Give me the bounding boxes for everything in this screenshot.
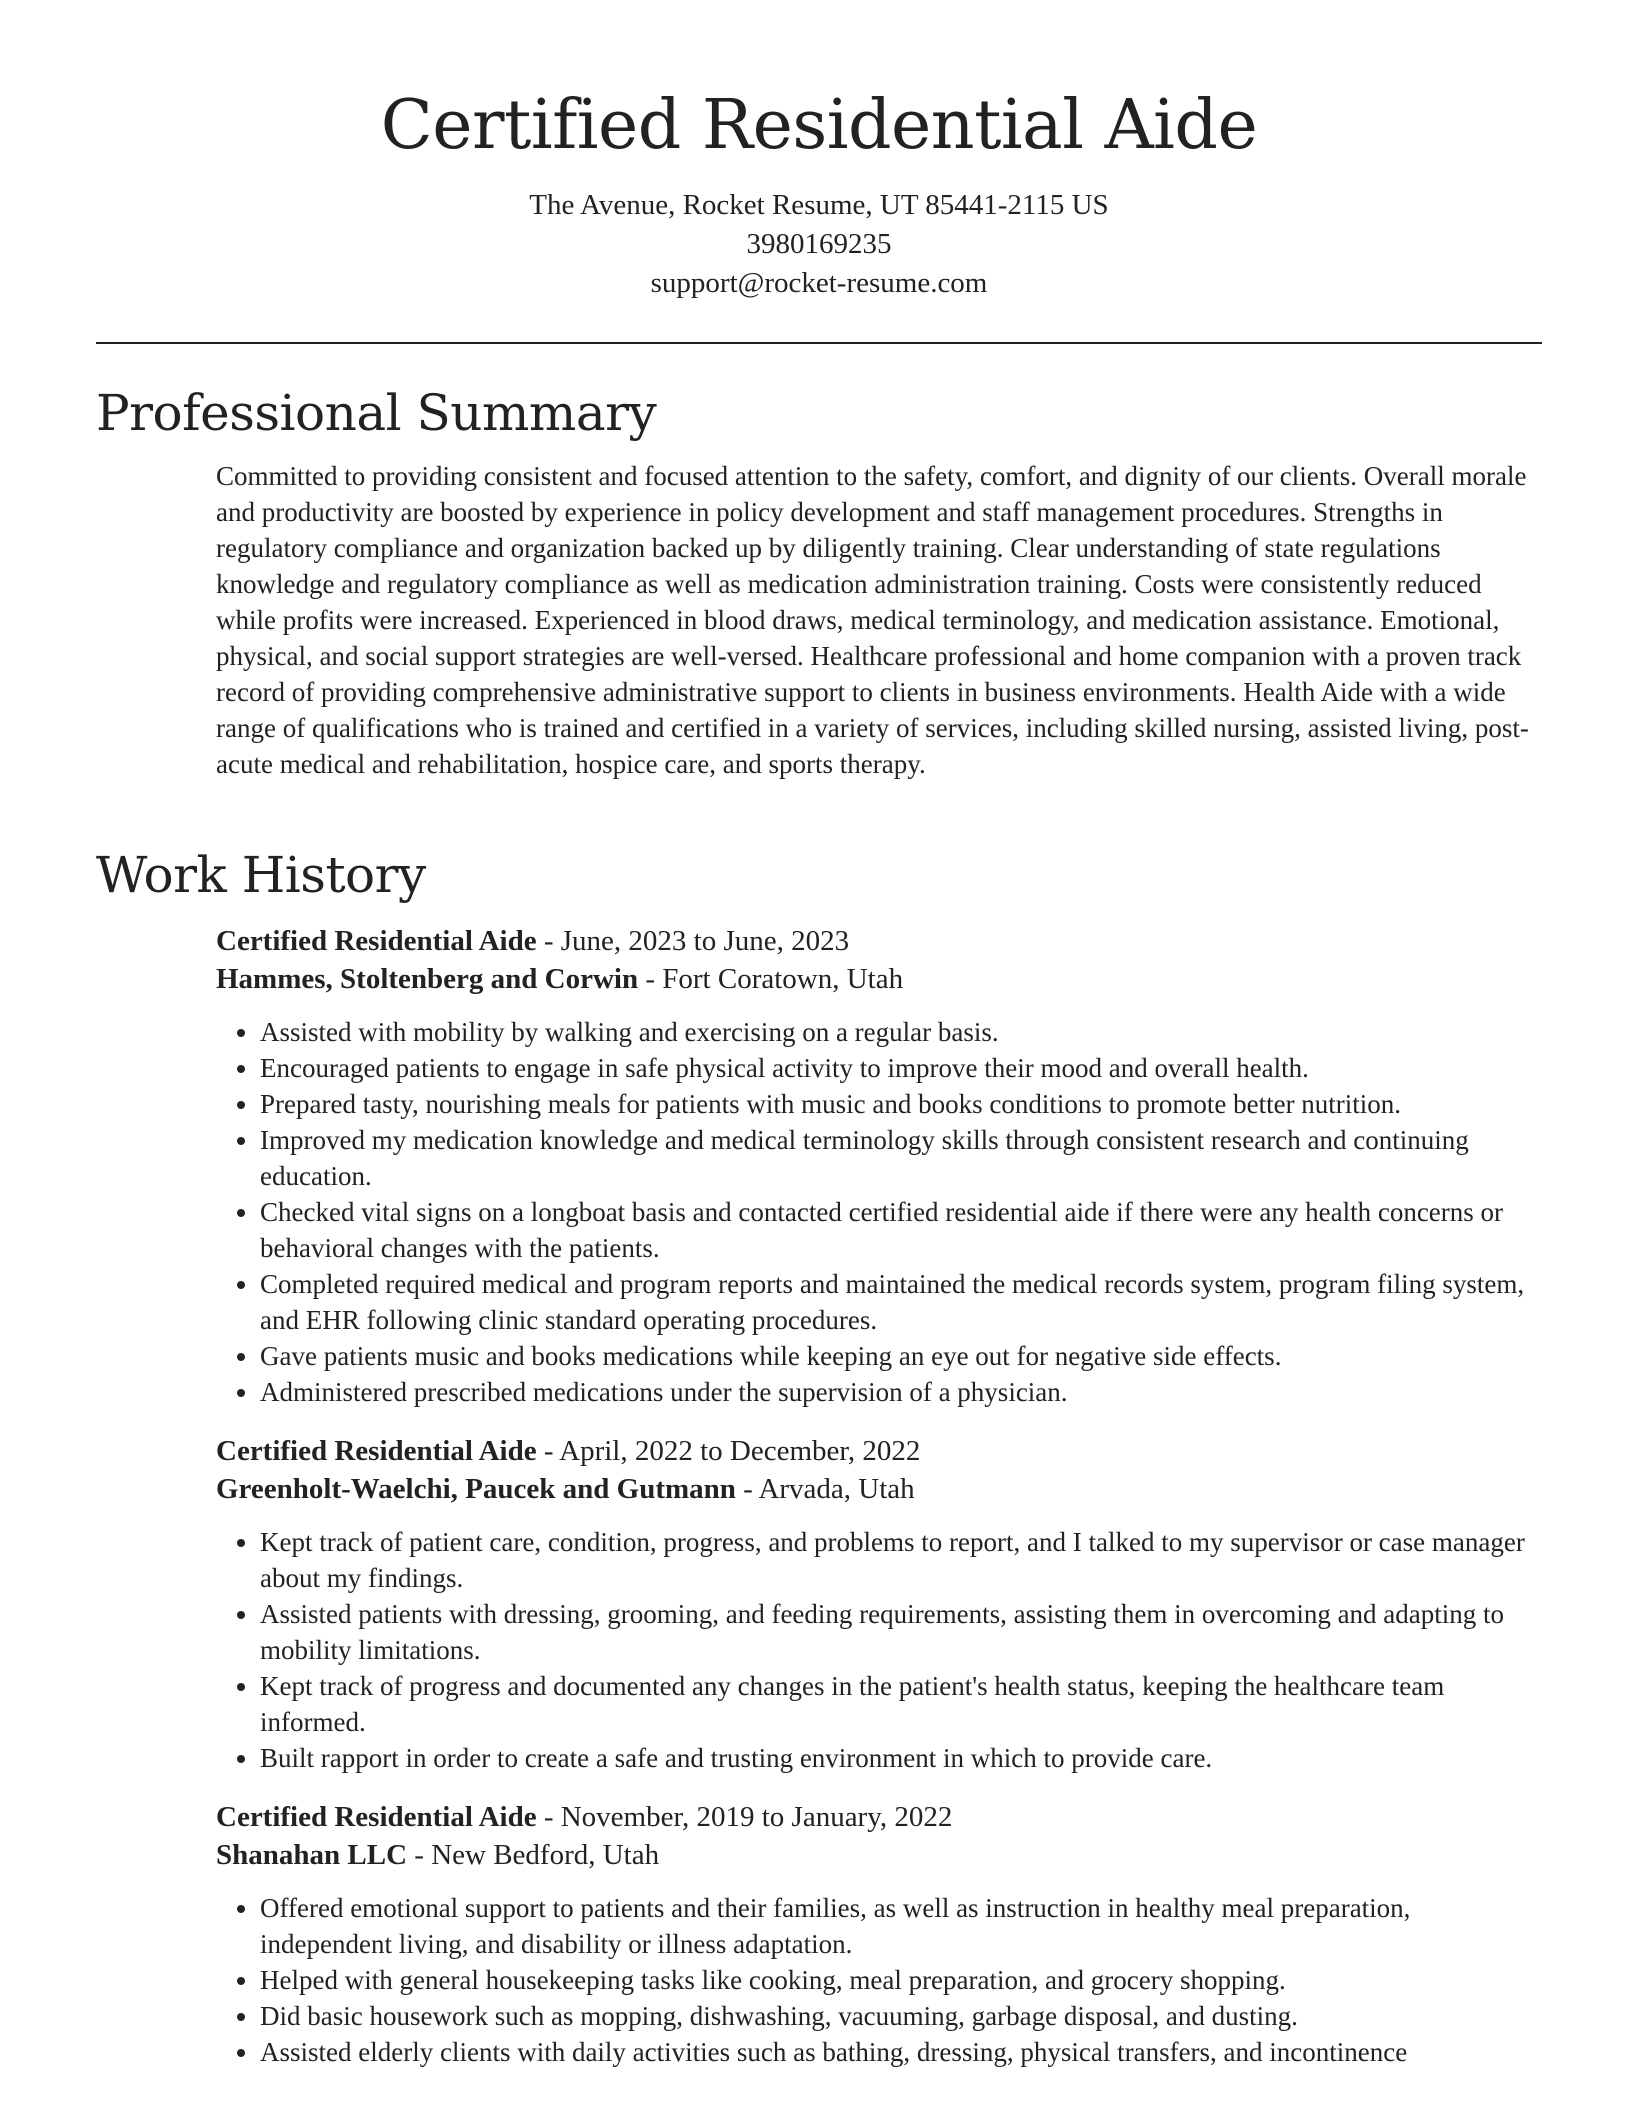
job-location: - Fort Coratown, Utah [638,963,904,995]
job-bullet: • Prepared tasty, nourishing meals for patients with music and books conditions to promote better nutrition. [260,1086,1546,1122]
job-bullet: • Did basic housework such as mopping, dishwashing, vacuuming, garbage disposal, and dusting. [260,1998,1546,2034]
job-entry [216,922,1546,1410]
job-bullet-list [216,1890,1546,2070]
job-bullet: • Checked vital signs on a longboat basis and contacted certified residential aide if there were any health concerns or behavioral changes with the patients. [260,1194,1546,1266]
job-dates: - November, 2019 to January, 2022 [536,1801,953,1833]
job-title-line [216,1798,1546,1836]
job-dates: - June, 2023 to June, 2023 [536,925,850,957]
job-company-line [216,1836,1546,1874]
job-entry [216,1798,1546,2070]
job-bullet: • Kept track of progress and documented any changes in the patient's health status, keeping the healthcare team informed. [260,1668,1546,1740]
job-company: Shanahan LLC [216,1839,408,1871]
work-history-section [216,922,1546,2092]
job-bullet-list [216,1524,1546,1776]
job-title: Certified Residential Aide [216,1435,537,1467]
summary-text: Committed to providing consistent and focused attention to the safety, comfort, and dignity of our clients. Overall morale and productivity are boosted by experience in policy development and staff management procedures. Strengths in regulatory compliance and organization backed up by diligently training. Clear understanding of state regulations knowledge and regulatory compliance as well as medication administration training. Costs were consistently reduced while profits were increased. Experienced in blood draws, medical terminology, and medication assistance. Emotional, physical, and social support strategies are well-versed. Healthcare professional and home companion with a proven track record of providing comprehensive administrative support to clients in business environments. Health Aide with a wide range of qualifications who is trained and certified in a variety of services, including skilled nursing, assisted living, post-acute medical and rehabilitation, hospice care, and sports therapy. [216,461,1529,779]
work-history-heading: Work History [96,846,426,904]
candidate-name: Certified Residential Aide [380,86,1258,165]
job-bullet: • Offered emotional support to patients and their families, as well as instruction in healthy meal preparation, independent living, and disability or illness adaptation. [260,1890,1546,1962]
job-bullet: • Assisted patients with dressing, grooming, and feeding requirements, assisting them in overcoming and adapting to mobility limitations. [260,1596,1546,1668]
job-location: - Arvada, Utah [735,1473,915,1505]
job-dates: - April, 2022 to December, 2022 [536,1435,921,1467]
summary-heading: Professional Summary [96,384,657,442]
job-bullet: • Assisted with mobility by walking and exercising on a regular basis. [260,1014,1546,1050]
job-bullet: • Administered prescribed medications under the supervision of a physician. [260,1374,1546,1410]
header-divider [96,342,1542,344]
job-bullet-list [216,1014,1546,1410]
job-location: - New Bedford, Utah [407,1839,660,1871]
contact-email: support@rocket-resume.com [650,267,988,299]
job-title-line [216,922,1546,960]
job-bullet: • Encouraged patients to engage in safe physical activity to improve their mood and overall health. [260,1050,1546,1086]
contact-phone: 3980169235 [746,228,892,260]
job-bullet: • Completed required medical and program reports and maintained the medical records system, program filing system, and EHR following clinic standard operating procedures. [260,1266,1546,1338]
job-company-line [216,960,1546,998]
job-title: Certified Residential Aide [216,925,537,957]
job-entry [216,1432,1546,1776]
job-title: Certified Residential Aide [216,1801,537,1833]
contact-address: The Avenue, Rocket Resume, UT 85441-2115 US [529,189,1109,221]
job-bullet: • Helped with general housekeeping tasks like cooking, meal preparation, and grocery shopping. [260,1962,1546,1998]
job-bullet: • Assisted elderly clients with daily activities such as bathing, dressing, physical transfers, and incontinence [260,2034,1546,2070]
job-bullet: • Improved my medication knowledge and medical terminology skills through consistent research and continuing education. [260,1122,1546,1194]
job-bullet: • Kept track of patient care, condition, progress, and problems to report, and I talked to my supervisor or case manager about my findings. [260,1524,1546,1596]
resume-header [96,80,1542,303]
job-company: Hammes, Stoltenberg and Corwin [216,963,639,995]
job-bullet: • Gave patients music and books medications while keeping an eye out for negative side effects. [260,1338,1546,1374]
job-title-line [216,1432,1546,1470]
job-company-line [216,1470,1546,1508]
summary-section [216,458,1546,782]
job-bullet: • Built rapport in order to create a safe and trusting environment in which to provide care. [260,1740,1546,1776]
job-company: Greenholt-Waelchi, Paucek and Gutmann [216,1473,736,1505]
